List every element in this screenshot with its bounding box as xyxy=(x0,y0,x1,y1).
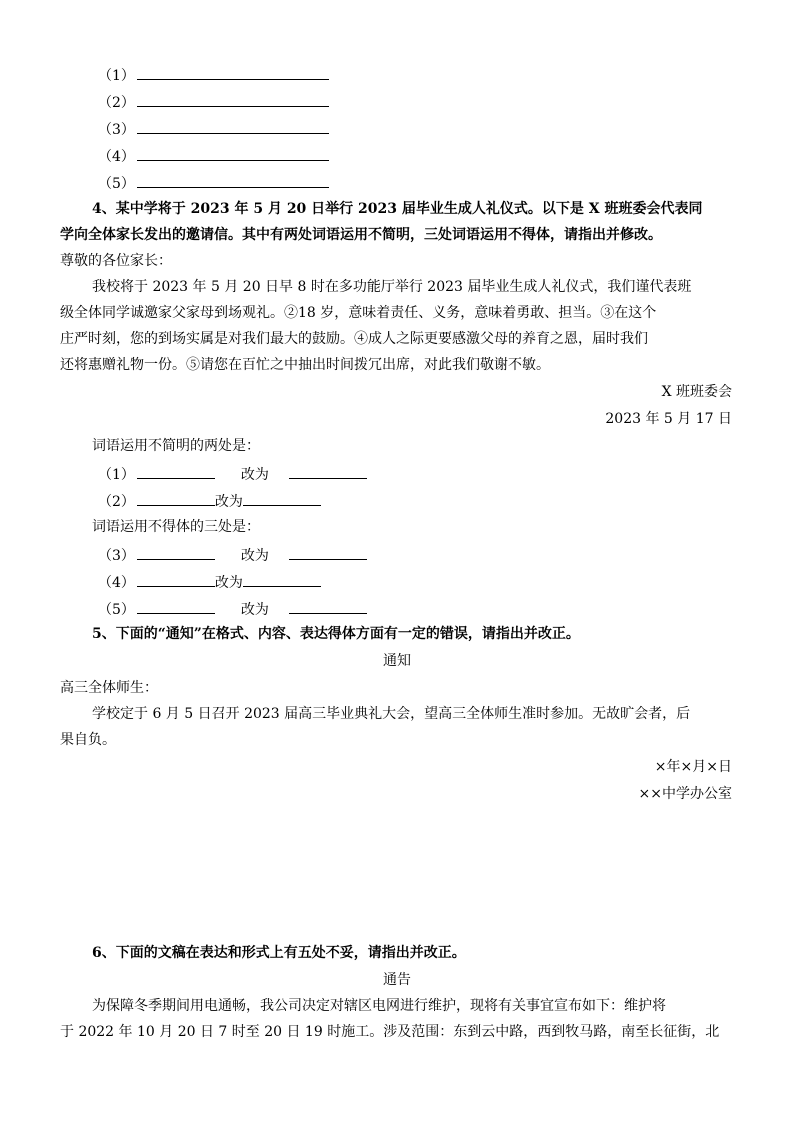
revised-word-blank[interactable] xyxy=(243,490,321,506)
answer-number: （1） xyxy=(98,68,135,84)
q4-body-line-1: 我校将于 2023 年 5 月 20 日早 8 时在多功能厅举行 2023 届毕业生成人礼仪式，我们谨代表班 xyxy=(92,279,692,295)
q4-title-line-1: 4、某中学将于 2023 年 5 月 20 日举行 2023 届毕业生成人礼仪式。以下是 X 班班委会代表同 xyxy=(92,201,703,217)
q4-answer-row-1 xyxy=(98,463,367,485)
q4-body-line-3: 庄严时刻，您的到场实属是对我们最大的鼓励。④成人之际更要感激父母的养育之恩，届时我们 xyxy=(60,331,648,347)
q4-signature: X 班班委会 xyxy=(661,384,732,400)
q5-notice-title: 通知 xyxy=(383,653,411,669)
answer-blank[interactable] xyxy=(137,118,329,134)
change-label: 改为 xyxy=(240,602,269,618)
original-word-blank[interactable] xyxy=(137,463,215,479)
answer-number: （5） xyxy=(98,176,135,192)
original-word-blank[interactable] xyxy=(137,598,215,614)
revised-word-blank[interactable] xyxy=(289,544,367,560)
answer-number: （4） xyxy=(98,575,135,591)
q4-body-line-4: 还将惠赠礼物一份。⑤请您在百忙之中抽出时间拨冗出席，对此我们敬谢不敏。 xyxy=(60,357,550,373)
answer-number: （2） xyxy=(98,494,135,510)
q5-issuer: ××中学办公室 xyxy=(638,786,732,802)
revised-word-blank[interactable] xyxy=(243,571,321,587)
answer-number: （5） xyxy=(98,602,135,618)
q4-salutation: 尊敬的各位家长： xyxy=(60,253,172,269)
q4-answer-row-5 xyxy=(98,598,367,620)
answer-line-1 xyxy=(98,64,329,86)
answer-number: （4） xyxy=(98,149,135,165)
answer-line-5 xyxy=(98,172,329,194)
q5-title: 5、下面的“通知”在格式、内容、表达得体方面有一定的错误，请指出并改正。 xyxy=(92,626,580,642)
answer-line-4 xyxy=(98,145,329,167)
q5-addressee: 高三全体师生： xyxy=(60,680,158,696)
answer-blank[interactable] xyxy=(137,91,329,107)
answer-blank[interactable] xyxy=(137,145,329,161)
original-word-blank[interactable] xyxy=(137,490,215,506)
q5-body-line-1: 学校定于 6 月 5 日召开 2023 届高三毕业典礼大会，望高三全体师生准时参加。无故旷会者，后 xyxy=(92,706,691,722)
revised-word-blank[interactable] xyxy=(289,598,367,614)
q4-body-line-2: 级全体同学诚邀家父家母到场观礼。②18 岁，意味着责任、义务，意味着勇敢、担当。③在这个 xyxy=(60,305,657,321)
original-word-blank[interactable] xyxy=(137,544,215,560)
q4-answer-row-3 xyxy=(98,544,367,566)
answer-number: （3） xyxy=(98,548,135,564)
q6-title: 6、下面的文稿在表达和形式上有五处不妥，请指出并改正。 xyxy=(92,945,466,961)
q6-body-line-2: 于 2022 年 10 月 20 日 7 时至 20 日 19 时施工。涉及范围：东到云中路，西到牧马路，南至长征街，北 xyxy=(60,1024,720,1040)
answer-blank[interactable] xyxy=(137,64,329,80)
q5-body-line-2: 果自负。 xyxy=(60,732,116,748)
q4-title-line-2: 学向全体家长发出的邀请信。其中有两处词语运用不简明，三处词语运用不得体，请指出并修改。 xyxy=(60,227,662,243)
answer-line-3 xyxy=(98,118,329,140)
answer-number: （3） xyxy=(98,122,135,138)
q4-prompt-unconcise: 词语运用不简明的两处是： xyxy=(92,438,260,454)
q4-answer-row-4 xyxy=(98,571,321,593)
answer-line-2 xyxy=(98,91,329,113)
original-word-blank[interactable] xyxy=(137,571,215,587)
change-label: 改为 xyxy=(214,494,243,510)
q5-date: ×年×月×日 xyxy=(654,759,732,775)
answer-number: （2） xyxy=(98,95,135,111)
q6-notice-title: 通告 xyxy=(383,972,411,988)
answer-blank[interactable] xyxy=(137,172,329,188)
q4-date: 2023 年 5 月 17 日 xyxy=(605,411,732,427)
q4-answer-row-2 xyxy=(98,490,321,512)
change-label: 改为 xyxy=(214,575,243,591)
q4-prompt-improper: 词语运用不得体的三处是： xyxy=(92,519,260,535)
change-label: 改为 xyxy=(240,467,269,483)
revised-word-blank[interactable] xyxy=(289,463,367,479)
change-label: 改为 xyxy=(240,548,269,564)
q6-body-line-1: 为保障冬季期间用电通畅，我公司决定对辖区电网进行维护，现将有关事宜宣布如下：维护将 xyxy=(92,998,666,1014)
answer-number: （1） xyxy=(98,467,135,483)
